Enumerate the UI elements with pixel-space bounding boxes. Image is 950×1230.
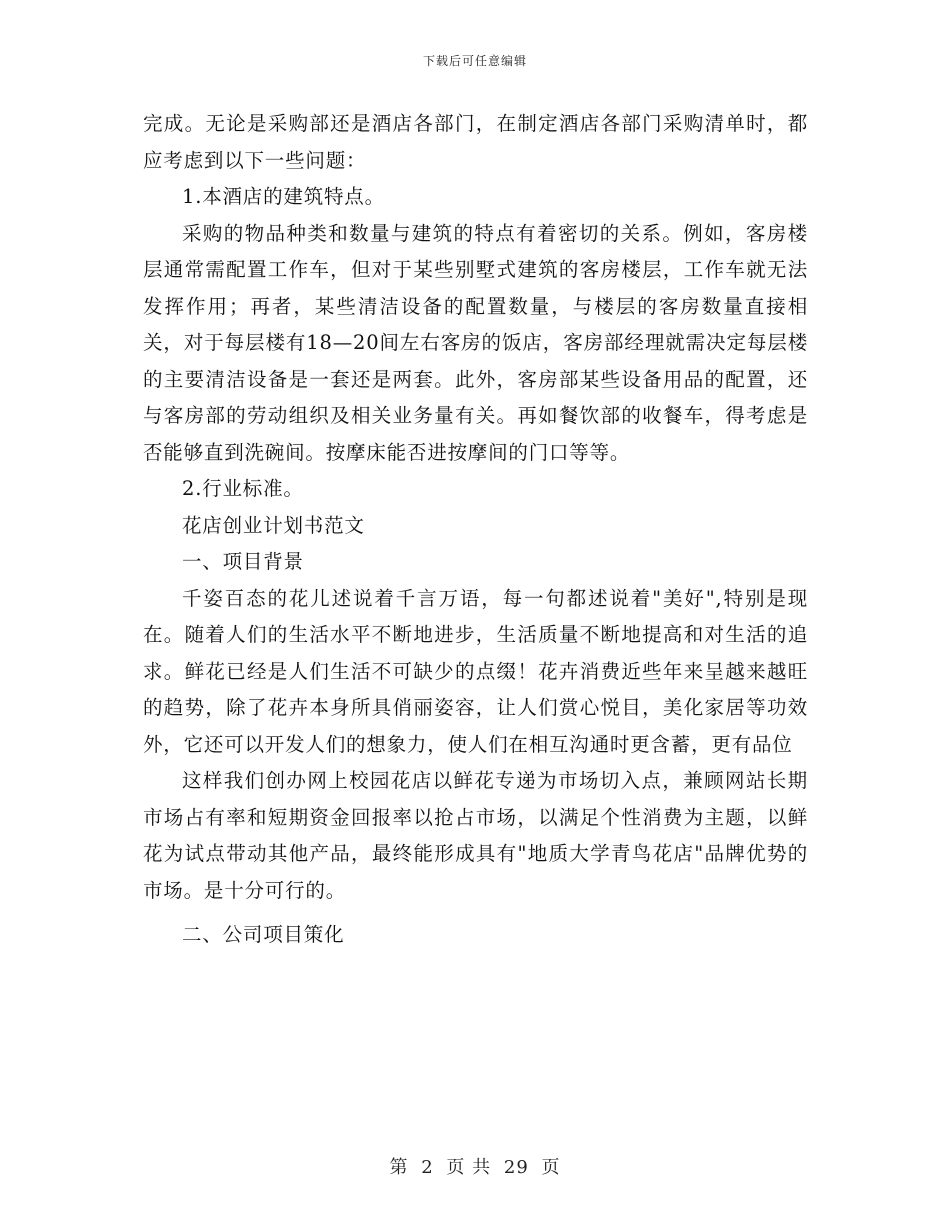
page-header: 下载后可任意编辑	[422, 54, 527, 68]
footer-prefix: 第	[389, 1157, 409, 1178]
footer-mid: 页 共	[446, 1157, 492, 1178]
heading-company-project: 二、公司项目策化	[182, 923, 345, 946]
paragraph-project-background: 千姿百态的花儿述说着千言万语，每一句都述说着"美好",特别是现在。随着人们的生活水平不断地进步，生活质量不断地提高和对生活的追求。鲜花已经是人们生活不可缺少的点缀！花卉消费近些年来呈越来越旺的趋势，除了花卉本身所具俏丽姿容，让人们赏心悦目，美化家居等功效外，它还可以开发人们的想象力，使人们在相互沟通时更含蓄，更有品位	[143, 586, 808, 756]
list-item-industry-standard: 2.行业标准。	[182, 477, 304, 500]
paragraph-online-shop: 这样我们创办网上校园花店以鲜花专递为市场切入点，兼顾网站长期市场占有率和短期资金回报率以抢占市场，以满足个性消费为主题，以鲜花为试点带动其他产品，最终能形成具有"地质大学青鸟花店"品牌优势的市场。是十分可行的。	[143, 769, 808, 902]
footer-suffix: 页	[541, 1157, 561, 1178]
heading-project-background: 一、项目背景	[182, 550, 304, 573]
current-page-number: 2	[421, 1157, 434, 1178]
total-page-count: 29	[503, 1157, 529, 1178]
section-title-flower-shop: 花店创业计划书范文	[182, 513, 365, 537]
list-item-building-features: 1.本酒店的建筑特点。	[182, 185, 385, 208]
paragraph-continuation: 完成。无论是采购部还是酒店各部门，在制定酒店各部门采购清单时，都应考虑到以下一些问题：	[143, 112, 808, 172]
page-footer	[0, 1153, 950, 1179]
document-body	[143, 106, 808, 954]
paragraph-building-features: 采购的物品种类和数量与建筑的特点有着密切的关系。例如，客房楼层通常需配置工作车，但对于某些别墅式建筑的客房楼层，工作车就无法发挥作用；再者，某些清洁设备的配置数量，与楼层的客房数量直接相关，对于每层楼有18—20间左右客房的饭店，客房部经理就需决定每层楼的主要清洁设备是一套还是两套。此外，客房部某些设备用品的配置，还与客房部的劳动组织及相关业务量有关。再如餐饮部的收餐车，得考虑是否能够直到洗碗间。按摩床能否进按摩间的门口等等。	[143, 221, 808, 464]
